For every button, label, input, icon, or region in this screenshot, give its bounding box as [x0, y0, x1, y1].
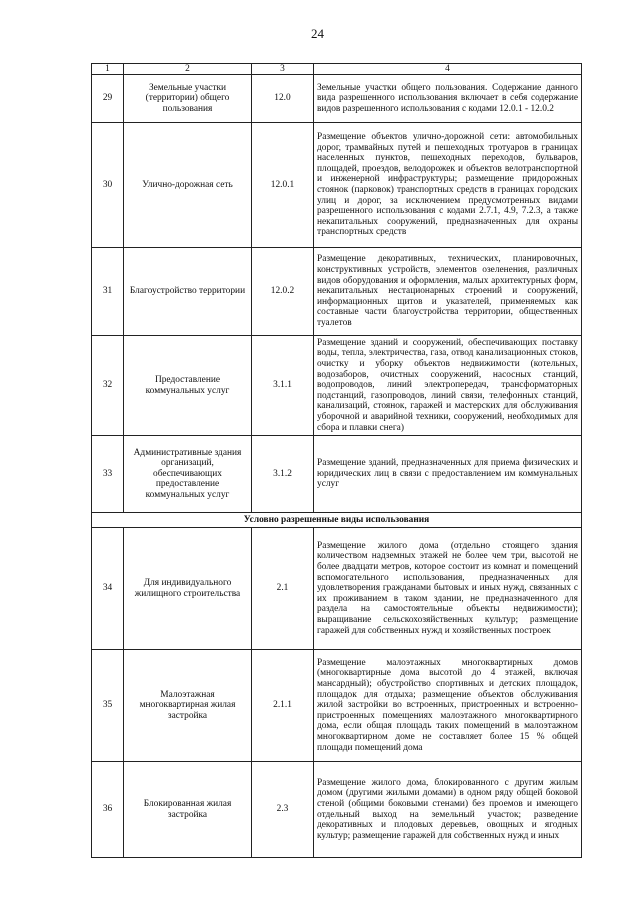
section-header-row — [92, 513, 582, 528]
table-row — [92, 528, 582, 650]
use-description: Размещение зданий, предназначенных для приема физических и юридических лиц в связи с предоставлением им коммунальных услуг — [314, 436, 582, 513]
row-number: 32 — [92, 336, 124, 436]
table-row — [92, 75, 582, 123]
row-number: 30 — [92, 123, 124, 248]
table-row — [92, 650, 582, 762]
header-cell: 2 — [124, 64, 252, 75]
table-row — [92, 436, 582, 513]
use-description: Размещение малоэтажных многоквартирных домов (многоквартирные дома высотой до 4 этажей, включая мансардный); обустройство спортивных и детских площадок, площадок для отдыха; размещение объектов обслуживания жилой застройки во встроенных, пристроенных и встроенно-пристроенных помещениях малоэтажного многоквартирного дома, если общая площадь таких помещений в малоэтажном многоквартирном доме не составляет более 15 % общей площади помещений дома — [314, 650, 582, 762]
use-name: Малоэтажная многоквартирная жилая застройка — [124, 650, 252, 762]
use-description: Размещение жилого дома (отдельно стоящего здания количеством надземных этажей не более чем три, высотой не более двадцати метров, которое состоит из комнат и помещений вспомогательного использования, предназначенных для удовлетворения гражданами бытовых и иных нужд, связанных с их проживанием в таком здании, не предназначенного для раздела на самостоятельные объекты недвижимости); выращивание сельскохозяйственных культур; размещение гаражей для собственных нужд и хозяйственных построек — [314, 528, 582, 650]
row-number: 33 — [92, 436, 124, 513]
use-name: Блокированная жилая застройка — [124, 762, 252, 858]
use-code: 3.1.1 — [252, 336, 314, 436]
use-name: Улично-дорожная сеть — [124, 123, 252, 248]
section-title: Условно разрешенные виды использования — [92, 513, 582, 528]
row-number: 36 — [92, 762, 124, 858]
use-code: 2.3 — [252, 762, 314, 858]
use-name: Для индивидуального жилищного строительства — [124, 528, 252, 650]
use-description: Размещение жилого дома, блокированного с другим жилым домом (другими жилыми домами) в одном ряду общей боковой стеной (общими боковыми стенами) без проемов и имеющего отдельный выход на земельный участок; разведение декоративных и плодовых деревьев, овощных и ягодных культур; размещение гаражей для собственных нужд и иных — [314, 762, 582, 858]
use-code: 2.1 — [252, 528, 314, 650]
use-code: 12.0 — [252, 75, 314, 123]
header-cell: 1 — [92, 64, 124, 75]
page-number: 24 — [311, 26, 324, 41]
row-number: 34 — [92, 528, 124, 650]
use-name: Благоустройство территории — [124, 248, 252, 336]
table-row — [92, 762, 582, 858]
use-name: Предоставление коммунальных услуг — [124, 336, 252, 436]
header-cell: 3 — [252, 64, 314, 75]
land-use-table — [91, 63, 582, 858]
use-code: 12.0.2 — [252, 248, 314, 336]
table-row — [92, 248, 582, 336]
use-code: 3.1.2 — [252, 436, 314, 513]
row-number: 31 — [92, 248, 124, 336]
table-row — [92, 336, 582, 436]
table-row — [92, 123, 582, 248]
use-description: Размещение объектов улично-дорожной сети: автомобильных дорог, трамвайных путей и пешеходных тротуаров в границах населенных пунктов, пешеходных переходов, бульваров, площадей, проездов, велодорожек и объектов велотранспортной и инженерной инфраструктуры; размещение придорожных стоянок (парковок) транспортных средств в границах городских улиц и дорог, за исключением предусмотренных видами разрешенного использования с кодами 2.7.1, 4.9, 7.2.3, а также некапитальных сооружений, предназначенных для охраны транспортных средств — [314, 123, 582, 248]
use-name: Административные здания организаций, обеспечивающих предоставление коммунальных услуг — [124, 436, 252, 513]
use-description: Земельные участки общего пользования. Содержание данного вида разрешенного использования включает в себя содержание видов разрешенного использования с кодами 12.0.1 - 12.0.2 — [314, 75, 582, 123]
row-number: 35 — [92, 650, 124, 762]
use-code: 12.0.1 — [252, 123, 314, 248]
row-number: 29 — [92, 75, 124, 123]
use-code: 2.1.1 — [252, 650, 314, 762]
use-name: Земельные участки (территории) общего пользования — [124, 75, 252, 123]
use-description: Размещение декоративных, технических, планировочных, конструктивных устройств, элементов озеленения, различных видов оборудования и оформления, малых архитектурных форм, некапитальных нестационарных строений и сооружений, информационных щитов и указателей, применяемых как составные части благоустройства территории, общественных туалетов — [314, 248, 582, 336]
header-cell: 4 — [314, 64, 582, 75]
use-description: Размещение зданий и сооружений, обеспечивающих поставку воды, тепла, электричества, газа, отвод канализационных стоков, очистку и уборку объектов недвижимости (котельных, водозаборов, очистных сооружений, насосных станций, водопроводов, линий электропередач, трансформаторных подстанций, газопроводов, линий связи, телефонных станций, канализаций, стоянок, гаражей и мастерских для обслуживания уборочной и аварийной техники, сооружений, необходимых для сбора и плавки снега) — [314, 336, 582, 436]
column-number-row — [92, 64, 582, 75]
